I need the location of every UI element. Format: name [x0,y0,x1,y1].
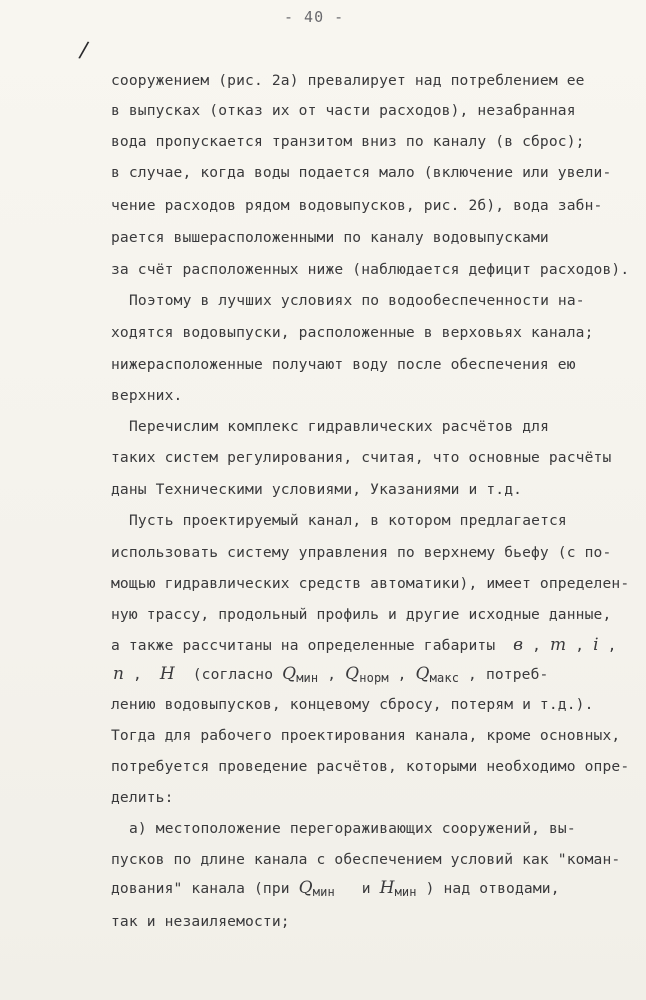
text-line: сооружением (рис. 2а) превалирует над потреблением ее [111,72,585,89]
text-line: рается вышерасположенными по каналу водовыпусками [111,229,549,246]
text-line: а) местоположение перегораживающих сооружений, вы- [129,820,576,837]
text-line: ходятся водовыпуски, расположенные в верховьях канала; [111,324,594,341]
text-line: лению водовыпусков, концевому сбросу, потерям и т.д.). [111,696,594,713]
formula-line [111,879,560,898]
text-line: в случае, когда воды подается мало (включение или увели- [111,164,612,181]
text-fragment: и [361,880,371,897]
math-subscript: норм [359,671,389,685]
math-variable: Q [298,878,313,898]
text-fragment: потреб- [485,666,549,683]
math-variable: H [379,878,395,898]
text-line: вода пропускается транзитом вниз по каналу (в сброс); [111,133,585,150]
math-variable: n [113,664,125,684]
text-fragment: дования" канала (при [111,880,290,897]
math-subscript: мин [394,885,417,899]
separator: , [607,637,617,654]
text-line: чение расходов рядом водовыпусков, рис. 2б), вода забн- [111,197,603,214]
text-fragment: ) над отводами, [425,880,560,897]
text-line: потребуется проведение расчётов, которыми необходимо опре- [111,758,630,775]
separator: , [575,637,585,654]
formula-line [111,636,617,655]
text-fragment: а также рассчитаны на определенные габариты [111,637,496,654]
math-variable: i [593,635,599,655]
math-variable: Q [282,664,297,684]
text-line: так и незаиляемости; [111,913,290,930]
text-line: за счёт расположенных ниже (наблюдается дефицит расходов). [111,261,630,278]
text-line: использовать систему управления по верхнему бьефу (с по- [111,544,612,561]
text-line: даны Техническими условиями, Указаниями и т.д. [111,481,523,498]
text-line: мощью гидравлических средств автоматики), имеет определен- [111,575,630,592]
text-line: Тогда для рабочего проектирования канала, кроме основных, [111,727,621,744]
text-fragment: (согласно [192,666,274,683]
text-line: верхних. [111,387,183,404]
math-subscript: макс [429,671,460,685]
math-variable: m [550,635,567,655]
math-subscript: мин [312,885,335,899]
text-line: в выпусках (отказ их от части расходов), незабранная [111,102,576,119]
math-variable: H [159,664,175,684]
text-line: нижерасположенные получают воду после обеспечения ею [111,356,576,373]
separator: , [532,637,542,654]
page-number: - 40 - [284,8,345,26]
text-line: пусков по длине канала с обеспечением условий как "коман- [111,851,621,868]
text-line: Пусть проектируемый канал, в котором предлагается [129,512,567,529]
text-line: делить: [111,789,174,806]
math-variable: Q [345,664,360,684]
text-line: Перечислим комплекс гидравлических расчётов для [129,418,550,435]
text-line: ную трассу, продольный профиль и другие исходные данные, [111,606,612,623]
math-variable: Q [415,664,430,684]
text-line: Поэтому в лучших условиях по водообеспеченности на- [129,292,585,309]
math-subscript: мин [296,671,319,685]
formula-line: n , H (согласно $Q_{мин}$ , $Q_{норм}$ , $Q_{макс}$ , потреб- [113,664,549,685]
margin-handwritten-mark: / [77,37,90,64]
text-line: таких систем регулирования, считая, что основные расчёты [111,449,612,466]
math-variable: в [513,635,524,655]
